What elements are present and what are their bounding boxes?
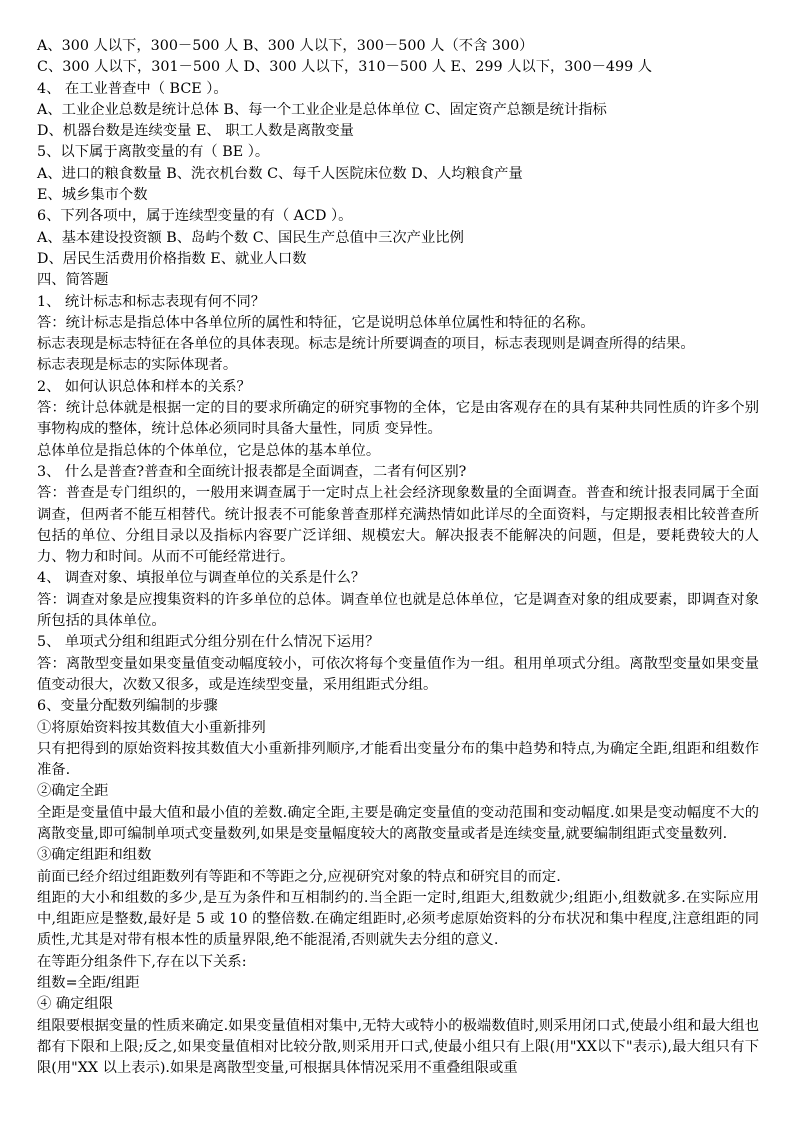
section-heading: 四、简答题: [37, 272, 109, 289]
option-line: A、300 人以下，300－500 人 B、300 人以下，300－500 人（不含 300）: [37, 38, 534, 54]
option-line: D、机器台数是连续变量 E、 职工人数是离散变量: [37, 123, 354, 140]
body-paragraph: 组限要根据变量的性质来确定.如果变量值相对集中,无特大或特小的极端数值时,则采用闭口式,使最小组和最大组也都有下限和上限;反之,如果变量值相对比较分散,则采用开口式,使最小组只有上限(用"XX以下"表示),最大组只有下限(用"XX 以上表示).如果是离散型变量,可根据具体情况采用不重叠组限或重: [37, 1017, 759, 1077]
step-heading: ③确定组距和组数: [37, 847, 152, 864]
question-line: 3、 什么是普查?普查和全面统计报表都是全面调查，二者有何区别?: [37, 463, 467, 480]
answer-line: 总体单位是指总体的个体单位，它是总体的基本单位。: [37, 442, 381, 459]
option-line: D、居民生活费用价格指数 E、就业人口数: [37, 250, 307, 267]
question-line: 4、 在工业普查中（ BCE ）。: [37, 80, 228, 97]
body-line: 前面已经介绍过组距数列有等距和不等距之分,应视研究对象的特点和研究目的而定.: [37, 868, 561, 885]
body-paragraph: 只有把得到的原始资料按其数值大小重新排列顺序,才能看出变量分布的集中趋势和特点,为确定全距,组距和组数作准备.: [37, 740, 759, 779]
option-line: A、基本建设投资额 B、岛屿个数 C、国民生产总值中三次产业比例: [37, 229, 464, 246]
question-line: 6、变量分配数列编制的步骤: [37, 698, 218, 715]
answer-line: 标志表现是标志的实际体现者。: [37, 357, 238, 374]
answer-paragraph: 答：调查对象是应搜集资料的许多单位的总体。调查单位也就是总体单位，它是调查对象的组成要素，即调查对象所包括的具体单位。: [37, 591, 759, 630]
question-line: 2、 如何认识总体和样本的关系？: [37, 378, 251, 395]
answer-line: 答：统计标志是指总体中各单位所的属性和特征，它是说明总体单位属性和特征的名称。: [37, 314, 595, 331]
answer-paragraph: 答：离散型变量如果变量值变动幅度较小，可依次将每个变量值作为一组。租用单项式分组。离散型变量如果变量值变动很大，次数又很多，或是连续型变量，采用组距式分组。: [37, 655, 759, 693]
formula-line: 组数=全距/组距: [37, 975, 140, 992]
body-paragraph: 全距是变量值中最大值和最小值的差数.确定全距,主要是确定变量值的变动范围和变动幅度.如果是变动幅度不大的离散变量,即可编制单项式变量数列,如果是变量幅度较大的离散变量或者是连续变量,就要编制组距式变量数列.: [37, 804, 759, 842]
step-heading: ①将原始资料按其数值大小重新排列: [37, 719, 266, 736]
question-line: 6、下列各项中，属于连续型变量的有（ ACD ）。: [37, 208, 353, 225]
answer-line: 标志表现是标志特征在各单位的具体表现。标志是统计所要调查的项目，标志表现则是调查所得的结果。: [37, 336, 695, 353]
question-line: 5、 单项式分组和组距式分组分别在什么情况下运用？: [37, 634, 380, 651]
answer-paragraph: 答：普查是专门组织的，一般用来调查属于一定时点上社会经济现象数量的全面调查。普查和统计报表同属于全面调查，但两者不能互相替代。统计报表不可能象普查那样充满热情如此详尽的全面资料，与定期报表相比较普查所包括的单位、分组目录以及指标内容要广泛详细、规模宏大。解决报表不能解决的问题，但是，要耗费较大的人力、物力和时间。从而不可能经常进行。: [37, 485, 759, 566]
document-page: [37, 36, 759, 1080]
step-heading: ④ 确定组限: [37, 996, 114, 1013]
option-line: A、工业企业总数是统计总体 B、每一个工业企业是总体单位 C、固定资产总额是统计指标: [37, 101, 607, 118]
question-line: 1、 统计标志和标志表现有何不同？: [37, 293, 266, 310]
body-paragraph: 组距的大小和组数的多少,是互为条件和互相制约的.当全距一定时,组距大,组数就少;组距小,组数就多.在实际应用中,组距应是整数,最好是 5 或 10 的整倍数.在确定组距时,必须考虑原始资料的分布状况和集中程度,注意组距的同质性,尤其是对带有根本性的质量界限,绝不能混淆,否则就失去分组的意义.: [37, 889, 759, 949]
option-line: A、进口的粮食数量 B、洗衣机台数 C、每千人医院床位数 D、人均粮食产量: [37, 165, 523, 182]
option-line: C、300 人以下，301－500 人 D、300 人以下，310－500 人 E、299 人以下，300－499 人: [37, 59, 653, 76]
body-line: 在等距分组条件下,存在以下关系:: [37, 953, 247, 970]
question-line: 4、 调查对象、填报单位与调查单位的关系是什么？: [37, 570, 366, 587]
option-line: E、城乡集市个数: [37, 187, 148, 204]
question-line: 5、以下属于离散变量的有（ BE ）。: [37, 144, 270, 161]
answer-paragraph: 答：统计总体就是根据一定的目的要求所确定的研究事物的全体，它是由客观存在的具有某种共同性质的许多个别事物构成的整体，统计总体必须同时具备大量性，同质 变异性。: [37, 400, 759, 438]
step-heading: ②确定全距: [37, 783, 109, 800]
